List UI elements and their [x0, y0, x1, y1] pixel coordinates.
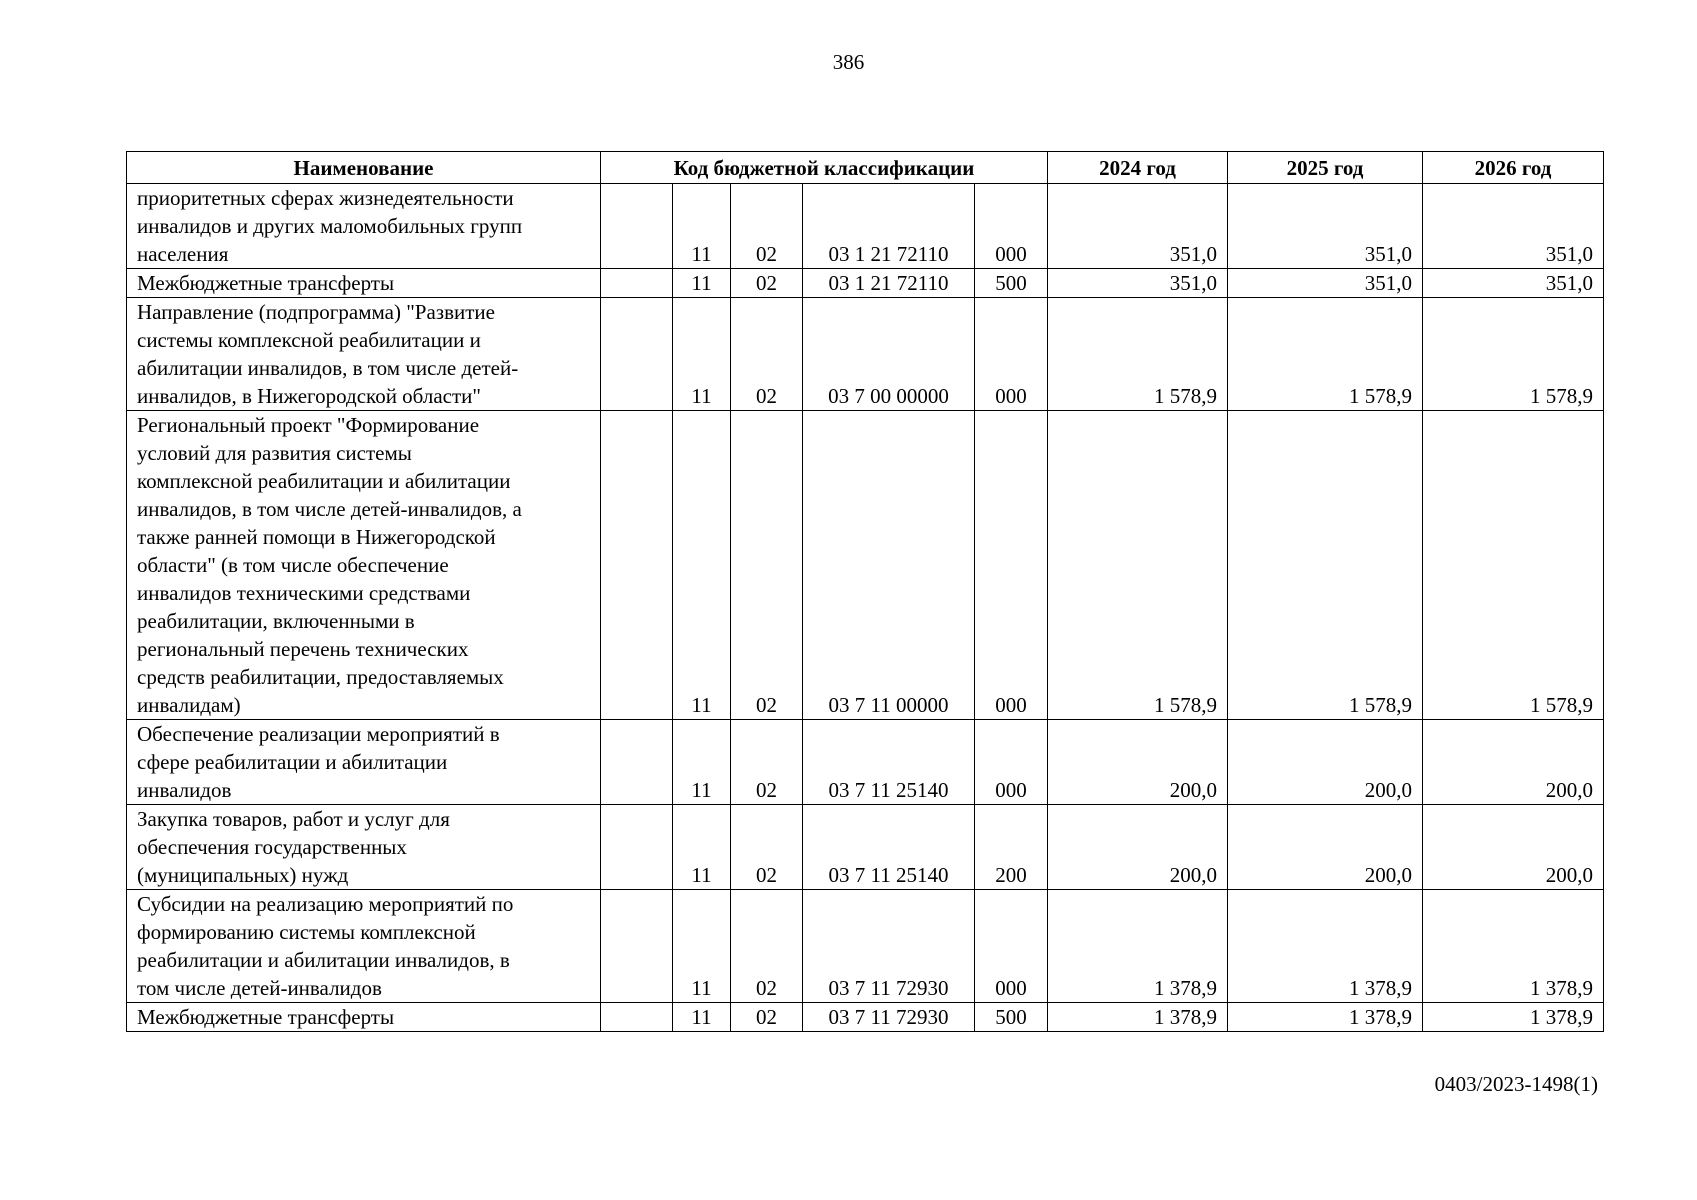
- code-blank: [601, 411, 673, 720]
- table-row: [127, 298, 1604, 411]
- code-expense-type: 000: [975, 298, 1048, 411]
- row-name-line: Субсидии на реализацию мероприятий по: [137, 892, 514, 916]
- amount-2025: 1 578,9: [1228, 411, 1423, 720]
- code-subsection: 02: [731, 269, 803, 298]
- row-name: [127, 184, 601, 269]
- row-name-line: инвалидов, в Нижегородской области": [137, 384, 481, 408]
- table-row: [127, 805, 1604, 890]
- amount-2025: 1 378,9: [1228, 890, 1423, 1003]
- row-name-line: реабилитации, включенными в: [137, 609, 415, 633]
- code-expense-type: 000: [975, 411, 1048, 720]
- code-target-article: 03 1 21 72110: [803, 269, 975, 298]
- header-budget-code: Код бюджетной классификации: [601, 152, 1048, 184]
- row-name: [127, 1003, 601, 1032]
- amount-2024: 200,0: [1048, 720, 1228, 805]
- row-name-line: формированию системы комплексной: [137, 920, 476, 944]
- page-number: 386: [832, 50, 865, 74]
- header-year-2026: 2026 год: [1423, 152, 1604, 184]
- code-subsection: 02: [731, 298, 803, 411]
- amount-2024: 351,0: [1048, 269, 1228, 298]
- amount-2026: 351,0: [1423, 184, 1604, 269]
- row-name-line: региональный перечень технических: [137, 637, 469, 661]
- row-name-line: системы комплексной реабилитации и: [137, 328, 481, 352]
- row-name-line: инвалидам): [137, 693, 241, 717]
- amount-2026: 1 378,9: [1423, 890, 1604, 1003]
- row-name-line: области" (в том числе обеспечение: [137, 553, 449, 577]
- amount-2025: 1 578,9: [1228, 298, 1423, 411]
- row-name-line: реабилитации и абилитации инвалидов, в: [137, 948, 510, 972]
- row-name-line: приоритетных сферах жизнедеятельности: [137, 186, 514, 210]
- row-name-line: абилитации инвалидов, в том числе детей-: [137, 356, 519, 380]
- table-row: [127, 1003, 1604, 1032]
- code-section: 11: [673, 411, 731, 720]
- amount-2025: 200,0: [1228, 805, 1423, 890]
- code-target-article: 03 7 11 00000: [803, 411, 975, 720]
- table-header-row: [127, 152, 1604, 184]
- amount-2026: 1 578,9: [1423, 298, 1604, 411]
- code-target-article: 03 7 11 25140: [803, 720, 975, 805]
- row-name: [127, 298, 601, 411]
- amount-2025: 200,0: [1228, 720, 1423, 805]
- code-section: 11: [673, 890, 731, 1003]
- row-name-line: средств реабилитации, предоставляемых: [137, 665, 504, 689]
- row-name-line: том числе детей-инвалидов: [137, 976, 382, 1000]
- amount-2024: 351,0: [1048, 184, 1228, 269]
- row-name-line: (муниципальных) нужд: [137, 863, 349, 887]
- table-body: [127, 184, 1604, 1032]
- header-year-2025: 2025 год: [1228, 152, 1423, 184]
- code-blank: [601, 890, 673, 1003]
- amount-2026: 200,0: [1423, 805, 1604, 890]
- row-name-line: также ранней помощи в Нижегородской: [137, 525, 496, 549]
- code-subsection: 02: [731, 184, 803, 269]
- row-name: [127, 411, 601, 720]
- table-row: [127, 720, 1604, 805]
- row-name: [127, 805, 601, 890]
- amount-2024: 1 578,9: [1048, 411, 1228, 720]
- row-name-line: Обеспечение реализации мероприятий в: [137, 722, 500, 746]
- row-name-line: Региональный проект "Формирование: [137, 413, 480, 437]
- header-name: Наименование: [127, 152, 601, 184]
- row-name-line: инвалидов, в том числе детей-инвалидов, а: [137, 497, 522, 521]
- budget-table: [126, 151, 1604, 1032]
- row-name-line: Направление (подпрограмма) "Развитие: [137, 300, 495, 324]
- code-section: 11: [673, 805, 731, 890]
- code-expense-type: 000: [975, 720, 1048, 805]
- row-name-line: Закупка товаров, работ и услуг для: [137, 807, 450, 831]
- document-number: 0403/2023-1498(1): [1434, 1072, 1598, 1096]
- code-target-article: 03 1 21 72110: [803, 184, 975, 269]
- code-expense-type: 000: [975, 184, 1048, 269]
- code-blank: [601, 1003, 673, 1032]
- amount-2025: 351,0: [1228, 269, 1423, 298]
- row-name-line: Межбюджетные трансферты: [137, 1005, 395, 1029]
- row-name-line: инвалидов: [137, 778, 232, 802]
- code-target-article: 03 7 11 25140: [803, 805, 975, 890]
- amount-2026: 1 378,9: [1423, 1003, 1604, 1032]
- row-name-line: инвалидов техническими средствами: [137, 581, 471, 605]
- amount-2024: 1 378,9: [1048, 1003, 1228, 1032]
- code-subsection: 02: [731, 720, 803, 805]
- code-target-article: 03 7 00 00000: [803, 298, 975, 411]
- code-subsection: 02: [731, 1003, 803, 1032]
- code-subsection: 02: [731, 805, 803, 890]
- code-expense-type: 500: [975, 1003, 1048, 1032]
- row-name-line: населения: [137, 242, 229, 266]
- amount-2024: 1 578,9: [1048, 298, 1228, 411]
- header-year-2024: 2024 год: [1048, 152, 1228, 184]
- row-name-line: условий для развития системы: [137, 441, 412, 465]
- code-expense-type: 000: [975, 890, 1048, 1003]
- code-blank: [601, 184, 673, 269]
- row-name-line: инвалидов и других маломобильных групп: [137, 214, 523, 238]
- code-target-article: 03 7 11 72930: [803, 1003, 975, 1032]
- code-section: 11: [673, 1003, 731, 1032]
- row-name: [127, 269, 601, 298]
- row-name-line: Межбюджетные трансферты: [137, 271, 395, 295]
- amount-2024: 200,0: [1048, 805, 1228, 890]
- row-name-line: обеспечения государственных: [137, 835, 407, 859]
- code-blank: [601, 720, 673, 805]
- code-subsection: 02: [731, 411, 803, 720]
- table-row: [127, 269, 1604, 298]
- row-name: [127, 720, 601, 805]
- amount-2026: 200,0: [1423, 720, 1604, 805]
- amount-2025: 1 378,9: [1228, 1003, 1423, 1032]
- code-section: 11: [673, 269, 731, 298]
- code-subsection: 02: [731, 890, 803, 1003]
- code-section: 11: [673, 184, 731, 269]
- code-blank: [601, 298, 673, 411]
- amount-2024: 1 378,9: [1048, 890, 1228, 1003]
- table-row: [127, 184, 1604, 269]
- table-row: [127, 411, 1604, 720]
- code-expense-type: 200: [975, 805, 1048, 890]
- row-name-line: комплексной реабилитации и абилитации: [137, 469, 511, 493]
- amount-2026: 351,0: [1423, 269, 1604, 298]
- table-row: [127, 890, 1604, 1003]
- code-section: 11: [673, 720, 731, 805]
- amount-2026: 1 578,9: [1423, 411, 1604, 720]
- code-blank: [601, 269, 673, 298]
- row-name: [127, 890, 601, 1003]
- code-target-article: 03 7 11 72930: [803, 890, 975, 1003]
- code-expense-type: 500: [975, 269, 1048, 298]
- code-blank: [601, 805, 673, 890]
- row-name-line: сфере реабилитации и абилитации: [137, 750, 448, 774]
- amount-2025: 351,0: [1228, 184, 1423, 269]
- code-section: 11: [673, 298, 731, 411]
